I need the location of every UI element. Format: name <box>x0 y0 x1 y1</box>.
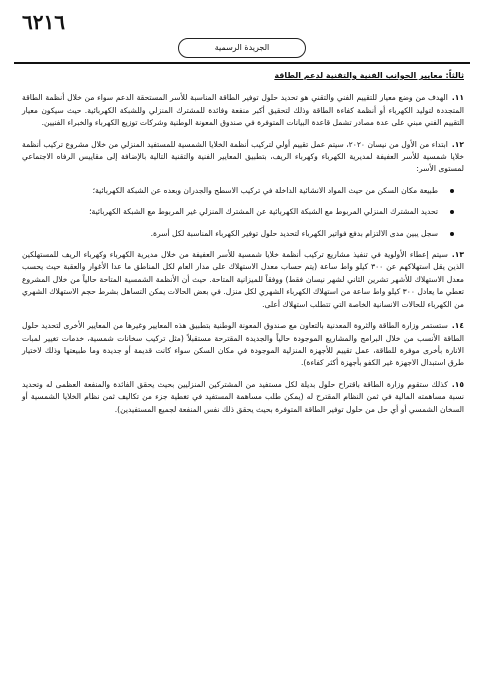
paragraph-number: ١١. <box>451 93 464 103</box>
list-item-text: تحديد المشترك المنزلي المربوط مع الشبكة الكهربائية عن المشترك المنزلي غير المربوط مع الشبكة الكهربائية؛ <box>89 207 438 217</box>
list-item <box>22 228 438 240</box>
paragraph-text: الهدف من وضع معيار للتقييم الفني والتقني هو تحديد حلول توفير الطاقة المناسبة للأسر المستحقة الدعم سواء من خلال أنظمة الطاقة المتجددة لتوليد الكهرباء أو أنظمة كفاءة الطاقة وذلك لتحقيق أكبر منفعة وفائدة للمشترك المنزلي وللشبكة الكهربائية. حيث سيكون معيار التقييم الفني مبني على عدة مصادر تشمل قاعدة البيانات المتوفرة في صندوق المعونة الوطنية وشركات توزيع الكهرباء والخبراء الفنيين. <box>22 93 464 128</box>
list-item-text: سجل يبين مدى الالتزام بدفع فواتير الكهرباء لتحديد حلول توفير الكهرباء المناسبة لكل أسرة. <box>150 228 438 238</box>
criteria-list <box>22 185 464 240</box>
bullet-icon <box>450 189 454 193</box>
paragraph-text: ستستمر وزارة الطاقة والثروة المعدنية بالتعاون مع صندوق المعونة الوطنية بتطبيق هذه المعايير وغيرها من المعايير الأخرى لتحديد حلول الطاقة الأنسب من خلال البرامج والمشاريع الموجودة حالياً والجديدة المقترحة مستقبلاً (مثل تركيب سخانات شمسية، خدمات تغيير لمبات الانارة بأخرى موفرة للطاقة، عمل تقييم للأجهزة المنزلية الموجودة في مكان السكن سواء كانت قديمة أو جديدة وما طبيعتها وذلك لاختيار طرق استبدال الاجهزة غير الكفو بأجهزة أكثر كفاءة). <box>22 321 464 368</box>
bullet-icon <box>450 232 454 236</box>
paragraph-14 <box>22 320 464 370</box>
paragraph-text: سيتم إعطاء الأولوية في تنفيذ مشاريع تركيب أنظمة خلايا شمسية للأسر العفيفة من خلال مديرية الكهرباء وكهرباء الريف للمستهلكين الذين يقل استهلاكهم عن ٣٠٠ كيلو واط ساعة (يتم حساب معدل الاستهلاك على مدار العام لكل المناطق ما عدا الأغوار والعقبة حيث يحسب معدل الاستهلاك للأشهر تشرين الثاني لشهر نيسان فقط) ووفقاً للميزانية المتاحة. حيث أن الأنظمة الشمسية المتاحة حالياً من خلال المشروع تعطي ما يعادل ٣٠٠ كيلو واط ساعة من استهلاك الكهرباء الشهري لكل منزل. في بعض الحالات يمكن التساهل بشرط حجم الاستهلاك الشهري من الكهرباء للحالات الانسانية الخاصة التي تتطلب استهلاك أعلى. <box>22 250 464 309</box>
paragraph-11 <box>22 92 464 129</box>
page-number: ٦٢١٦ <box>22 10 65 34</box>
paragraph-text: ابتداء من الأول من نيسان ٢٠٢٠، سيتم عمل تقييم أولي لتركيب أنظمة الخلايا الشمسية للمستفيد المنزلي من خلال مشروع تركيب أنظمة خلايا شمسية للأسر العفيفة لمديرية الكهرباء وكهرباء الريف، بتطبيق المعايير الفنية والتقنية التالية بالإضافة إلى مقاييس الرفاه الاجتماعي لمستوى الأسر: <box>22 139 464 174</box>
paragraph-15 <box>22 379 464 416</box>
section-heading: ثالثاً: معايير الجوانب الفنية والتقنية لدعم الطاقة <box>274 71 464 80</box>
header-divider <box>14 62 470 64</box>
paragraph-number: ١٥. <box>451 379 464 389</box>
paragraph-number: ١٢. <box>451 139 464 149</box>
gazette-title: الجريدة الرسمية <box>178 38 306 58</box>
list-item-text: طبيعة مكان السكن من حيث المواد الانشائية الداخلة في تركيب الاسطح والجدران وبعده عن الشبكة الكهربائية؛ <box>92 185 438 195</box>
paragraph-text: كذلك ستقوم وزارة الطاقة باقتراح حلول بديلة لكل مستفيد من المشتركين المنزليين بحيث يحقق الفائدة والمنفعة العظمى له وتحديد نسبة مساهمته المالية في ثمن النظام المقترح له (يمكن طلب مساهمة المستفيد في تغطية جزء من تكاليف ثمن نظام الخلايا الشمسية أو السخان الشمسي أو أي حل من حلول توفير الطاقة المتوفرة بحيث يحقق ذلك نفس المنفعة لجميع المستفيدين). <box>22 379 464 414</box>
bullet-icon <box>450 210 454 214</box>
list-item <box>22 206 438 218</box>
paragraph-12 <box>22 139 464 176</box>
paragraph-13 <box>22 249 464 311</box>
paragraph-number: ١٣. <box>451 250 464 260</box>
list-item <box>22 185 438 197</box>
paragraph-number: ١٤. <box>451 321 464 331</box>
document-body <box>22 70 464 425</box>
